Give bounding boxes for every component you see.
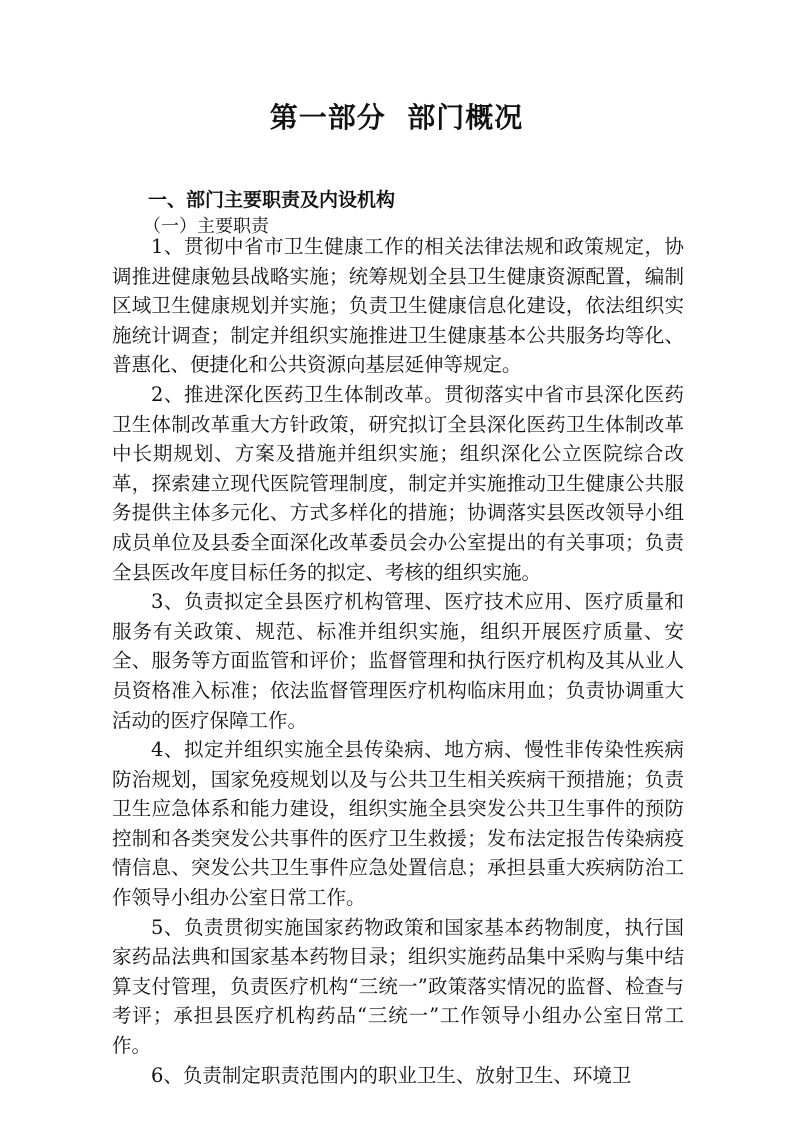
section-heading: 一、部门主要职责及内设机构	[148, 189, 396, 211]
duty-paragraph-2: 2、推进深化医药卫生体制改革。贯彻落实中省市县深化医药卫生体制改革重大方针政策，研究拟订全县深化医药卫生体制改革中长期规划、方案及措施并组织实施；组织深化公立医院综合改革，探索建立现代医院管理制度，制定并实施推动卫生健康公共服务提供主体多元化、方式多样化的措施；协调落实县医改领导小组成员单位及县委全面深化改革委员会办公室提出的有关事项；负责全县医改年度目标任务的拟定、考核的组织实施。	[112, 382, 684, 584]
duty-paragraph-5: 5、负责贯彻实施国家药物政策和国家基本药物制度，执行国家药品法典和国家基本药物目录；组织实施药品集中采购与集中结算支付管理，负责医疗机构“三统一”政策落实情况的监督、检查与考评；承担县医疗机构药品“三统一”工作领导小组办公室日常工作。	[112, 915, 684, 1058]
duty-paragraph-6: 6、负责制定职责范围内的职业卫生、放射卫生、环境卫	[151, 1063, 632, 1087]
duty-paragraph-3: 3、负责拟定全县医疗机构管理、医疗技术应用、医疗质量和服务有关政策、规范、标准并组织实施，组织开展医疗质量、安全、服务等方面监管和评价；监督管理和执行医疗机构及其从业人员资格准入标准；依法监督管理医疗机构临床用血；负责协调重大活动的医疗保障工作。	[112, 590, 684, 732]
duty-paragraph-4: 4、拟定并组织实施全县传染病、地方病、慢性非传染性疾病防治规划，国家免疫规划以及与公共卫生相关疾病干预措施；负责卫生应急体系和能力建设，组织实施全县突发公共卫生事件的预防控制和各类突发公共事件的医疗卫生救援；发布法定报告传染病疫情信息、突发公共卫生事件应急处置信息；承担县重大疾病防治工作领导小组办公室日常工作。	[112, 738, 684, 910]
duty-paragraph-1: 1、贯彻中省市卫生健康工作的相关法律法规和政策规定，协调推进健康勉县战略实施；统筹规划全县卫生健康资源配置，编制区域卫生健康规划并实施；负责卫生健康信息化建设，依法组织实施统计调查；制定并组织实施推进卫生健康基本公共服务均等化、普惠化、便捷化和公共资源向基层延伸等规定。	[112, 235, 684, 377]
document-body	[112, 232, 684, 1090]
page-title: 第一部分 部门概况	[269, 101, 524, 134]
sub-heading: （一）主要职责	[143, 216, 269, 237]
